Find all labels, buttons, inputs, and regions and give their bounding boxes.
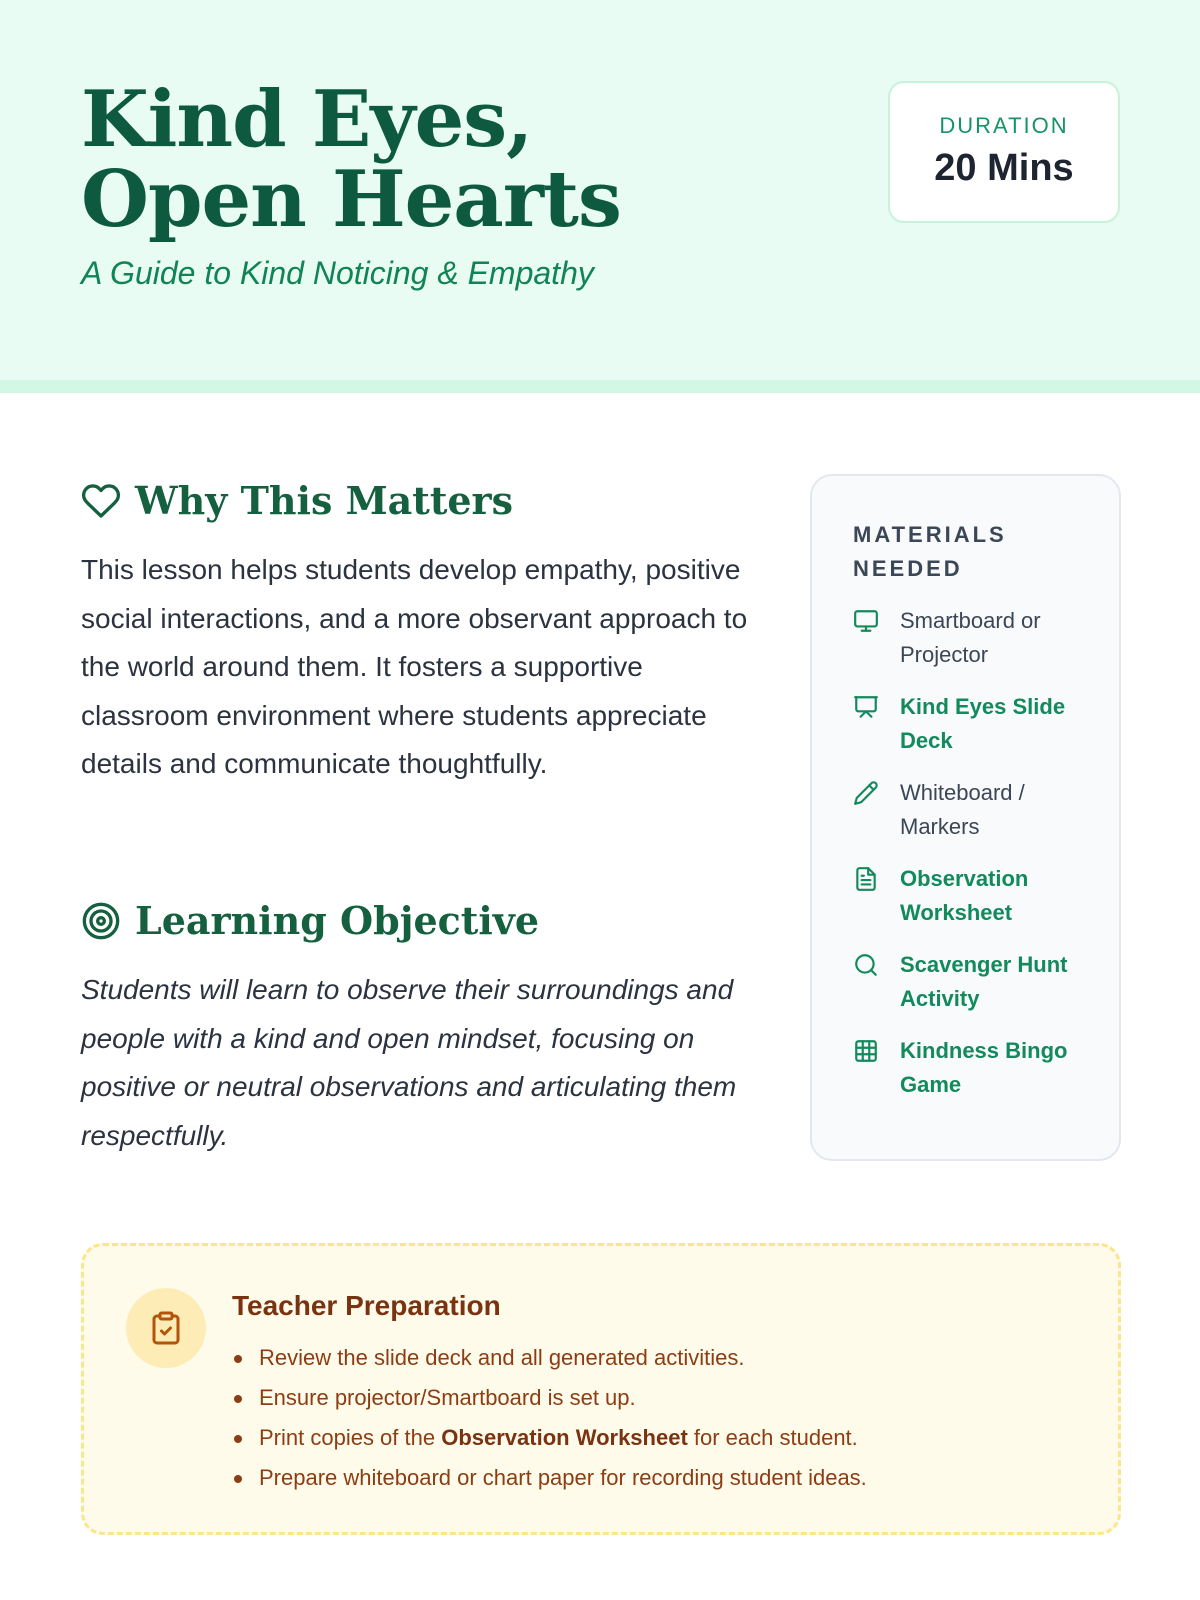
- material-item: [853, 690, 1103, 758]
- duration-label: DURATION: [939, 113, 1069, 138]
- prep-item-text: for each student.: [687, 1425, 858, 1450]
- clipboard-check-icon: [148, 1308, 184, 1348]
- prep-checklist: [232, 1338, 1092, 1498]
- material-item: [853, 776, 1103, 844]
- monitor-icon: [853, 608, 879, 634]
- prep-item: [232, 1418, 1092, 1458]
- materials-title: MATERIALS NEEDED: [853, 522, 1007, 581]
- page-subtitle: A Guide to Kind Noticing & Empathy: [81, 255, 594, 291]
- search-icon: [853, 952, 879, 978]
- material-label[interactable]: Observation Worksheet: [900, 866, 1029, 925]
- material-label[interactable]: Kind Eyes Slide Deck: [900, 694, 1066, 753]
- why-body: This lesson helps students develop empathy, positive social interactions, and a more observant approach to the world around them. It fosters a supportive classroom environment where students appreciate details and communicate thoughtfully.: [81, 554, 748, 779]
- material-label: Smartboard or Projector: [900, 608, 1041, 667]
- material-item: [853, 604, 1103, 672]
- materials-panel: [810, 474, 1121, 1161]
- duration-card: [888, 81, 1120, 223]
- material-item: [853, 1034, 1103, 1102]
- prep-item-text: Print copies of the: [259, 1425, 442, 1450]
- material-label[interactable]: Scavenger Hunt Activity: [900, 952, 1068, 1011]
- material-item: [853, 948, 1103, 1016]
- why-heading-text: Why This Matters: [135, 478, 513, 523]
- heart-icon: [81, 481, 121, 521]
- prep-icon-badge: [126, 1288, 206, 1368]
- document-icon: [853, 866, 879, 892]
- material-label[interactable]: Kindness Bingo Game: [900, 1038, 1068, 1097]
- prep-item: Review the slide deck and all generated activities.: [232, 1338, 1092, 1378]
- why-heading: [81, 478, 513, 523]
- page-title: Kind Eyes, Open Hearts: [81, 74, 621, 245]
- teacher-preparation-box: [81, 1243, 1121, 1535]
- objective-heading: [81, 898, 539, 943]
- duration-value: 20 Mins: [934, 147, 1074, 189]
- objective-heading-text: Learning Objective: [135, 898, 540, 943]
- pencil-icon: [853, 780, 879, 806]
- presentation-icon: [853, 694, 879, 720]
- prep-item-emphasis: Observation Worksheet: [441, 1425, 688, 1450]
- header-divider: [0, 380, 1200, 393]
- material-item: [853, 862, 1103, 930]
- prep-title: Teacher Preparation: [232, 1290, 501, 1321]
- prep-item: Ensure projector/Smartboard is set up.: [232, 1378, 1092, 1418]
- target-icon: [81, 901, 121, 941]
- objective-body: Students will learn to observe their surroundings and people with a kind and open mindset, focusing on positive or neutral observations and articulating them respectfully.: [81, 974, 737, 1151]
- grid-icon: [853, 1038, 879, 1064]
- material-label: Whiteboard / Markers: [900, 780, 1025, 839]
- prep-item: Prepare whiteboard or chart paper for recording student ideas.: [232, 1458, 1092, 1498]
- lesson-header: [0, 0, 1200, 393]
